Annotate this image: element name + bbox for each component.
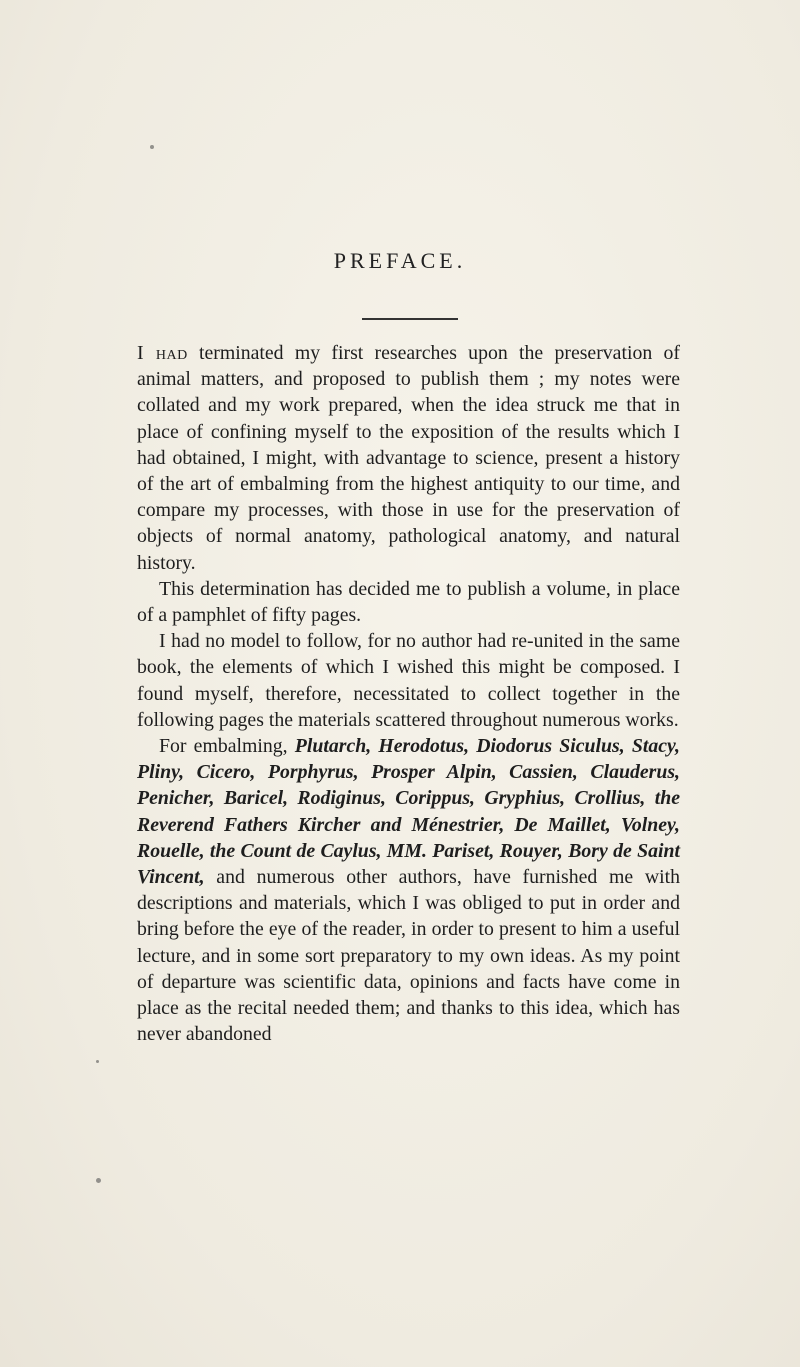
- paragraph-3: I had no model to follow, for no author had re-united in the same book, the elements of which I wished this might be composed. I found myself, therefore, necessitated to collect together in the following pages the materials scattered throughout numerous works.: [137, 630, 680, 731]
- paragraph-4-author-names: Plutarch, Herodotus, Diodorus Siculus, Stacy, Pliny, Cicero, Porphyrus, Prosper Alpin, Cassien, Clauderus, Penicher, Baricel, Rodiginus, Corippus, Gryphius, Crollius, the Reverend Fathers Kircher and Ménestrier, De Maillet, Volney, Rouelle, the Count de Caylus, MM. Pariset, Rouyer, Bory de Saint Vincent,: [137, 735, 680, 889]
- paragraph-1: [137, 340, 680, 576]
- preface-body: [137, 340, 680, 1047]
- paragraph-4-lead: For embalming,: [159, 735, 295, 758]
- paragraph-4: [137, 733, 680, 1047]
- paragraph-1-lead: I had: [137, 342, 188, 364]
- paragraph-1-text: terminated my first researches upon the preservation of animal matters, and proposed to publish them ; my notes were collated and my work prepared, when the idea struck me that in place of confining myself to the exposition of the results which I had obtained, I might, with advantage to science, present a history of the art of embalming from the highest antiquity to our time, and compare my processes, with those in use for the preservation of objects of normal anatomy, pathological anatomy, and natural history.: [137, 342, 680, 574]
- ink-speck: [150, 145, 154, 149]
- ink-speck: [96, 1178, 101, 1183]
- paragraph-2: This determination has decided me to publish a volume, in place of a pamphlet of fifty pages.: [137, 577, 680, 627]
- page-title: PREFACE.: [333, 248, 467, 273]
- paragraph-4-text: and numerous other authors, have furnished me with descriptions and materials, which I was obliged to put in order and bring before the eye of the reader, in order to present to him a useful lecture, and in some sort preparatory to my own ideas. As my point of departure was scientific data, opinions and facts have come in place as the recital needed them; and thanks to this idea, which has never abandoned: [137, 866, 680, 1046]
- title-divider: [362, 318, 458, 320]
- ink-speck: [96, 1060, 99, 1063]
